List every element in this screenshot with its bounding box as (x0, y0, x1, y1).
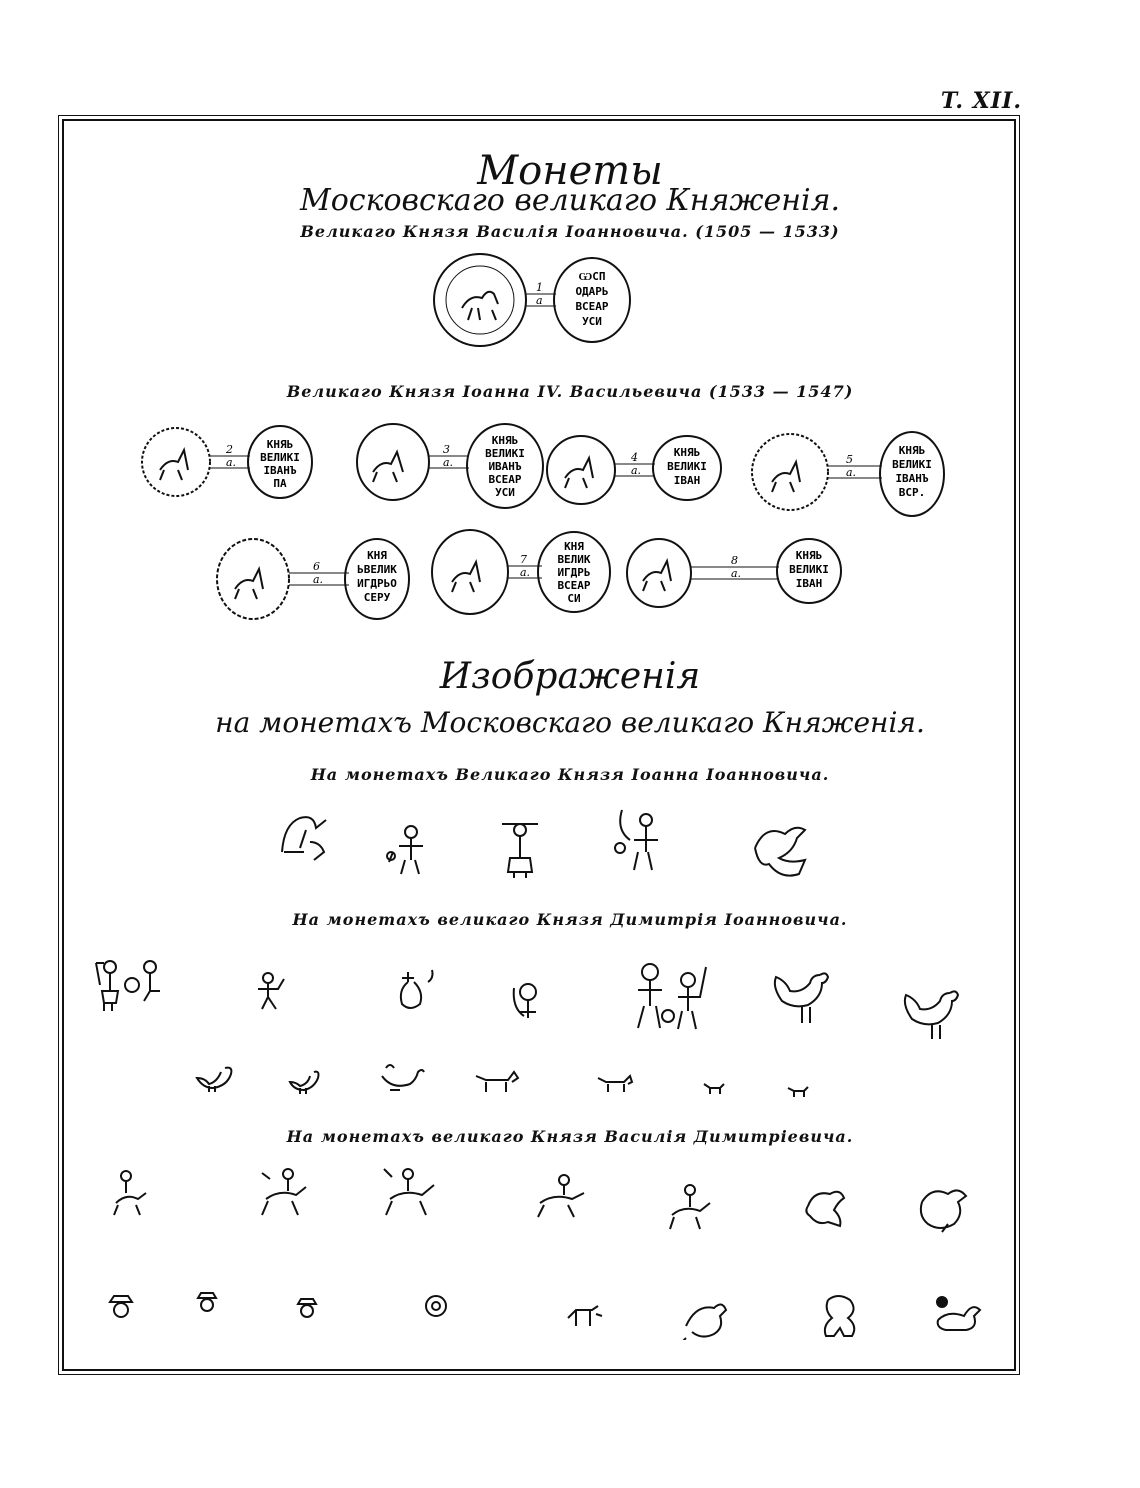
svg-text:4: 4 (631, 451, 638, 464)
svg-text:ВСР.: ВСР. (898, 486, 926, 499)
small-animal-icon (702, 1080, 726, 1096)
rooster-icon (768, 965, 834, 1031)
coin-pair-7 (430, 528, 620, 622)
svg-text:ІВАН: ІВАН (795, 577, 823, 590)
bird-icon (286, 1068, 324, 1098)
horseman-icon (772, 462, 800, 492)
rider-icon (108, 1168, 152, 1220)
horseman-icon (160, 450, 188, 480)
svg-text:КНЯ: КНЯ (367, 549, 387, 562)
svg-text:ВСЕАР: ВСЕАР (575, 300, 609, 313)
svg-text:ІВАНЪ: ІВАНЪ (895, 472, 929, 485)
horseman-icon (452, 562, 480, 592)
svg-text:КНЯЬ: КНЯЬ (266, 438, 294, 451)
pair-number: 1 (536, 281, 543, 294)
rider-icon (532, 1172, 592, 1222)
combat-scene-icon (626, 958, 718, 1036)
beast-icon (930, 1294, 986, 1338)
svg-text:a.: a. (520, 566, 531, 579)
svg-text:КНЯ: КНЯ (564, 540, 584, 553)
svg-text:2: 2 (226, 443, 233, 456)
coin-pair-3 (355, 422, 555, 516)
svg-text:7: 7 (520, 553, 527, 566)
coin-pair-5 (750, 430, 950, 524)
coin-pair-2 (140, 422, 320, 506)
rider-icon (378, 1166, 444, 1224)
warrior-figure-icon (272, 808, 338, 868)
section-subtitle-images: на монетахъ Московскаго великаго Княженія. (215, 706, 925, 739)
small-figure-icon (248, 968, 292, 1016)
svg-text:a.: a. (846, 466, 857, 479)
rider-icon (256, 1166, 318, 1222)
beast-icon (680, 1296, 730, 1340)
seated-figure-icon (388, 968, 438, 1020)
coin-pair-6 (215, 535, 415, 629)
svg-text:ВЕЛИКІ: ВЕЛИКІ (260, 451, 300, 464)
svg-text:КНЯЬ: КНЯЬ (491, 434, 519, 447)
rider-icon (664, 1182, 716, 1234)
svg-text:a.: a. (731, 567, 742, 580)
bird-icon (193, 1062, 237, 1096)
fox-icon (474, 1068, 522, 1094)
fox-icon (596, 1072, 636, 1094)
svg-text:a.: a. (631, 464, 642, 477)
svg-text:ВЕЛИК: ВЕЛИК (557, 553, 591, 566)
horseman-icon (462, 292, 498, 320)
svg-text:КНЯЬ: КНЯЬ (795, 549, 823, 562)
dragon-figure-icon (745, 818, 821, 884)
head-with-hat-icon (294, 1296, 320, 1324)
svg-text:ІВАНЪ: ІВАНЪ (263, 464, 297, 477)
svg-text:8: 8 (731, 554, 738, 567)
standing-figure-icon (385, 822, 435, 878)
lion-head-icon (422, 1292, 450, 1322)
caption-ioann-ioannovich: На монетахъ Великаго Князя Іоанна Іоанновича. (310, 765, 830, 784)
svg-text:СИ: СИ (567, 592, 581, 605)
caption-dmitry-ioannovich: На монетахъ великаго Князя Димитрія Іоанновича. (292, 910, 848, 929)
svg-text:ВЕЛИКІ: ВЕЛИКІ (667, 460, 707, 473)
svg-text:ПА: ПА (273, 477, 287, 490)
horseman-icon (373, 452, 403, 482)
svg-text:ОДАРЬ: ОДАРЬ (575, 285, 609, 298)
small-animal-icon (786, 1084, 810, 1098)
coin-pair-1 (428, 250, 638, 354)
svg-text:ЬВЕЛИК: ЬВЕЛИК (357, 563, 397, 576)
horseman-icon (565, 458, 593, 488)
caption-vasily-dmitrievich: На монетахъ великаго Князя Василія Димитріевича. (286, 1127, 854, 1146)
archer-figure-icon (498, 820, 542, 878)
beast-icon (914, 1184, 972, 1236)
caption-vasily-ioannovich: Великаго Князя Василія Іоанновича. (1505 — 1533) (300, 222, 840, 241)
beast-icon (800, 1186, 848, 1230)
svg-text:ѠСП: ѠСП (578, 270, 606, 283)
svg-text:ИГДРЬ: ИГДРЬ (557, 566, 591, 579)
animal-icon (564, 1304, 604, 1334)
head-with-hat-icon (106, 1292, 136, 1324)
coin-pair-8 (625, 535, 845, 619)
plate-title: Монеты (477, 148, 663, 194)
svg-text:ВЕЛИКІ: ВЕЛИКІ (789, 563, 829, 576)
horseman-icon (643, 561, 671, 591)
coin-obverse (434, 254, 526, 346)
coin-pair-4 (545, 430, 725, 514)
svg-text:КНЯЬ: КНЯЬ (673, 446, 701, 459)
svg-text:a.: a. (443, 456, 454, 469)
svg-text:ІВАН: ІВАН (673, 474, 701, 487)
horseman-icon (235, 569, 263, 599)
duck-icon (378, 1062, 426, 1096)
plate-subtitle: Московскаго великаго Княженія. (299, 183, 841, 218)
plate-number: T. XII. (940, 88, 1022, 114)
svg-text:КНЯЬ: КНЯЬ (898, 444, 926, 457)
svg-text:6: 6 (313, 560, 320, 573)
svg-text:ВСЕАР: ВСЕАР (557, 579, 591, 592)
svg-text:ИГДРЬО: ИГДРЬО (357, 577, 397, 590)
svg-text:ВСЕАР: ВСЕАР (488, 473, 522, 486)
svg-text:3: 3 (443, 443, 450, 456)
head-figure-icon (510, 978, 544, 1022)
svg-text:a.: a. (313, 573, 324, 586)
svg-text:УСИ: УСИ (582, 315, 602, 328)
svg-text:ВЕЛИКІ: ВЕЛИКІ (485, 447, 525, 460)
svg-text:5: 5 (846, 453, 853, 466)
svg-text:УСИ: УСИ (495, 486, 515, 499)
svg-text:СЕРУ: СЕРУ (363, 591, 391, 604)
svg-text:ВЕЛИКІ: ВЕЛИКІ (892, 458, 932, 471)
section-title-images: Изображенія (439, 656, 701, 697)
swordsman-figure-icon (612, 808, 668, 876)
caption-ioann-iv: Великаго Князя Іоанна IV. Васильевича (1533 — 1547) (286, 382, 854, 401)
two-figures-icon (92, 955, 168, 1017)
pair-sub: a (536, 294, 543, 307)
svg-text:ИВАНЪ: ИВАНЪ (488, 460, 522, 473)
head-with-hat-icon (194, 1290, 220, 1318)
rooster-icon (900, 985, 966, 1045)
beast-icon (818, 1290, 862, 1342)
svg-text:a.: a. (226, 456, 237, 469)
